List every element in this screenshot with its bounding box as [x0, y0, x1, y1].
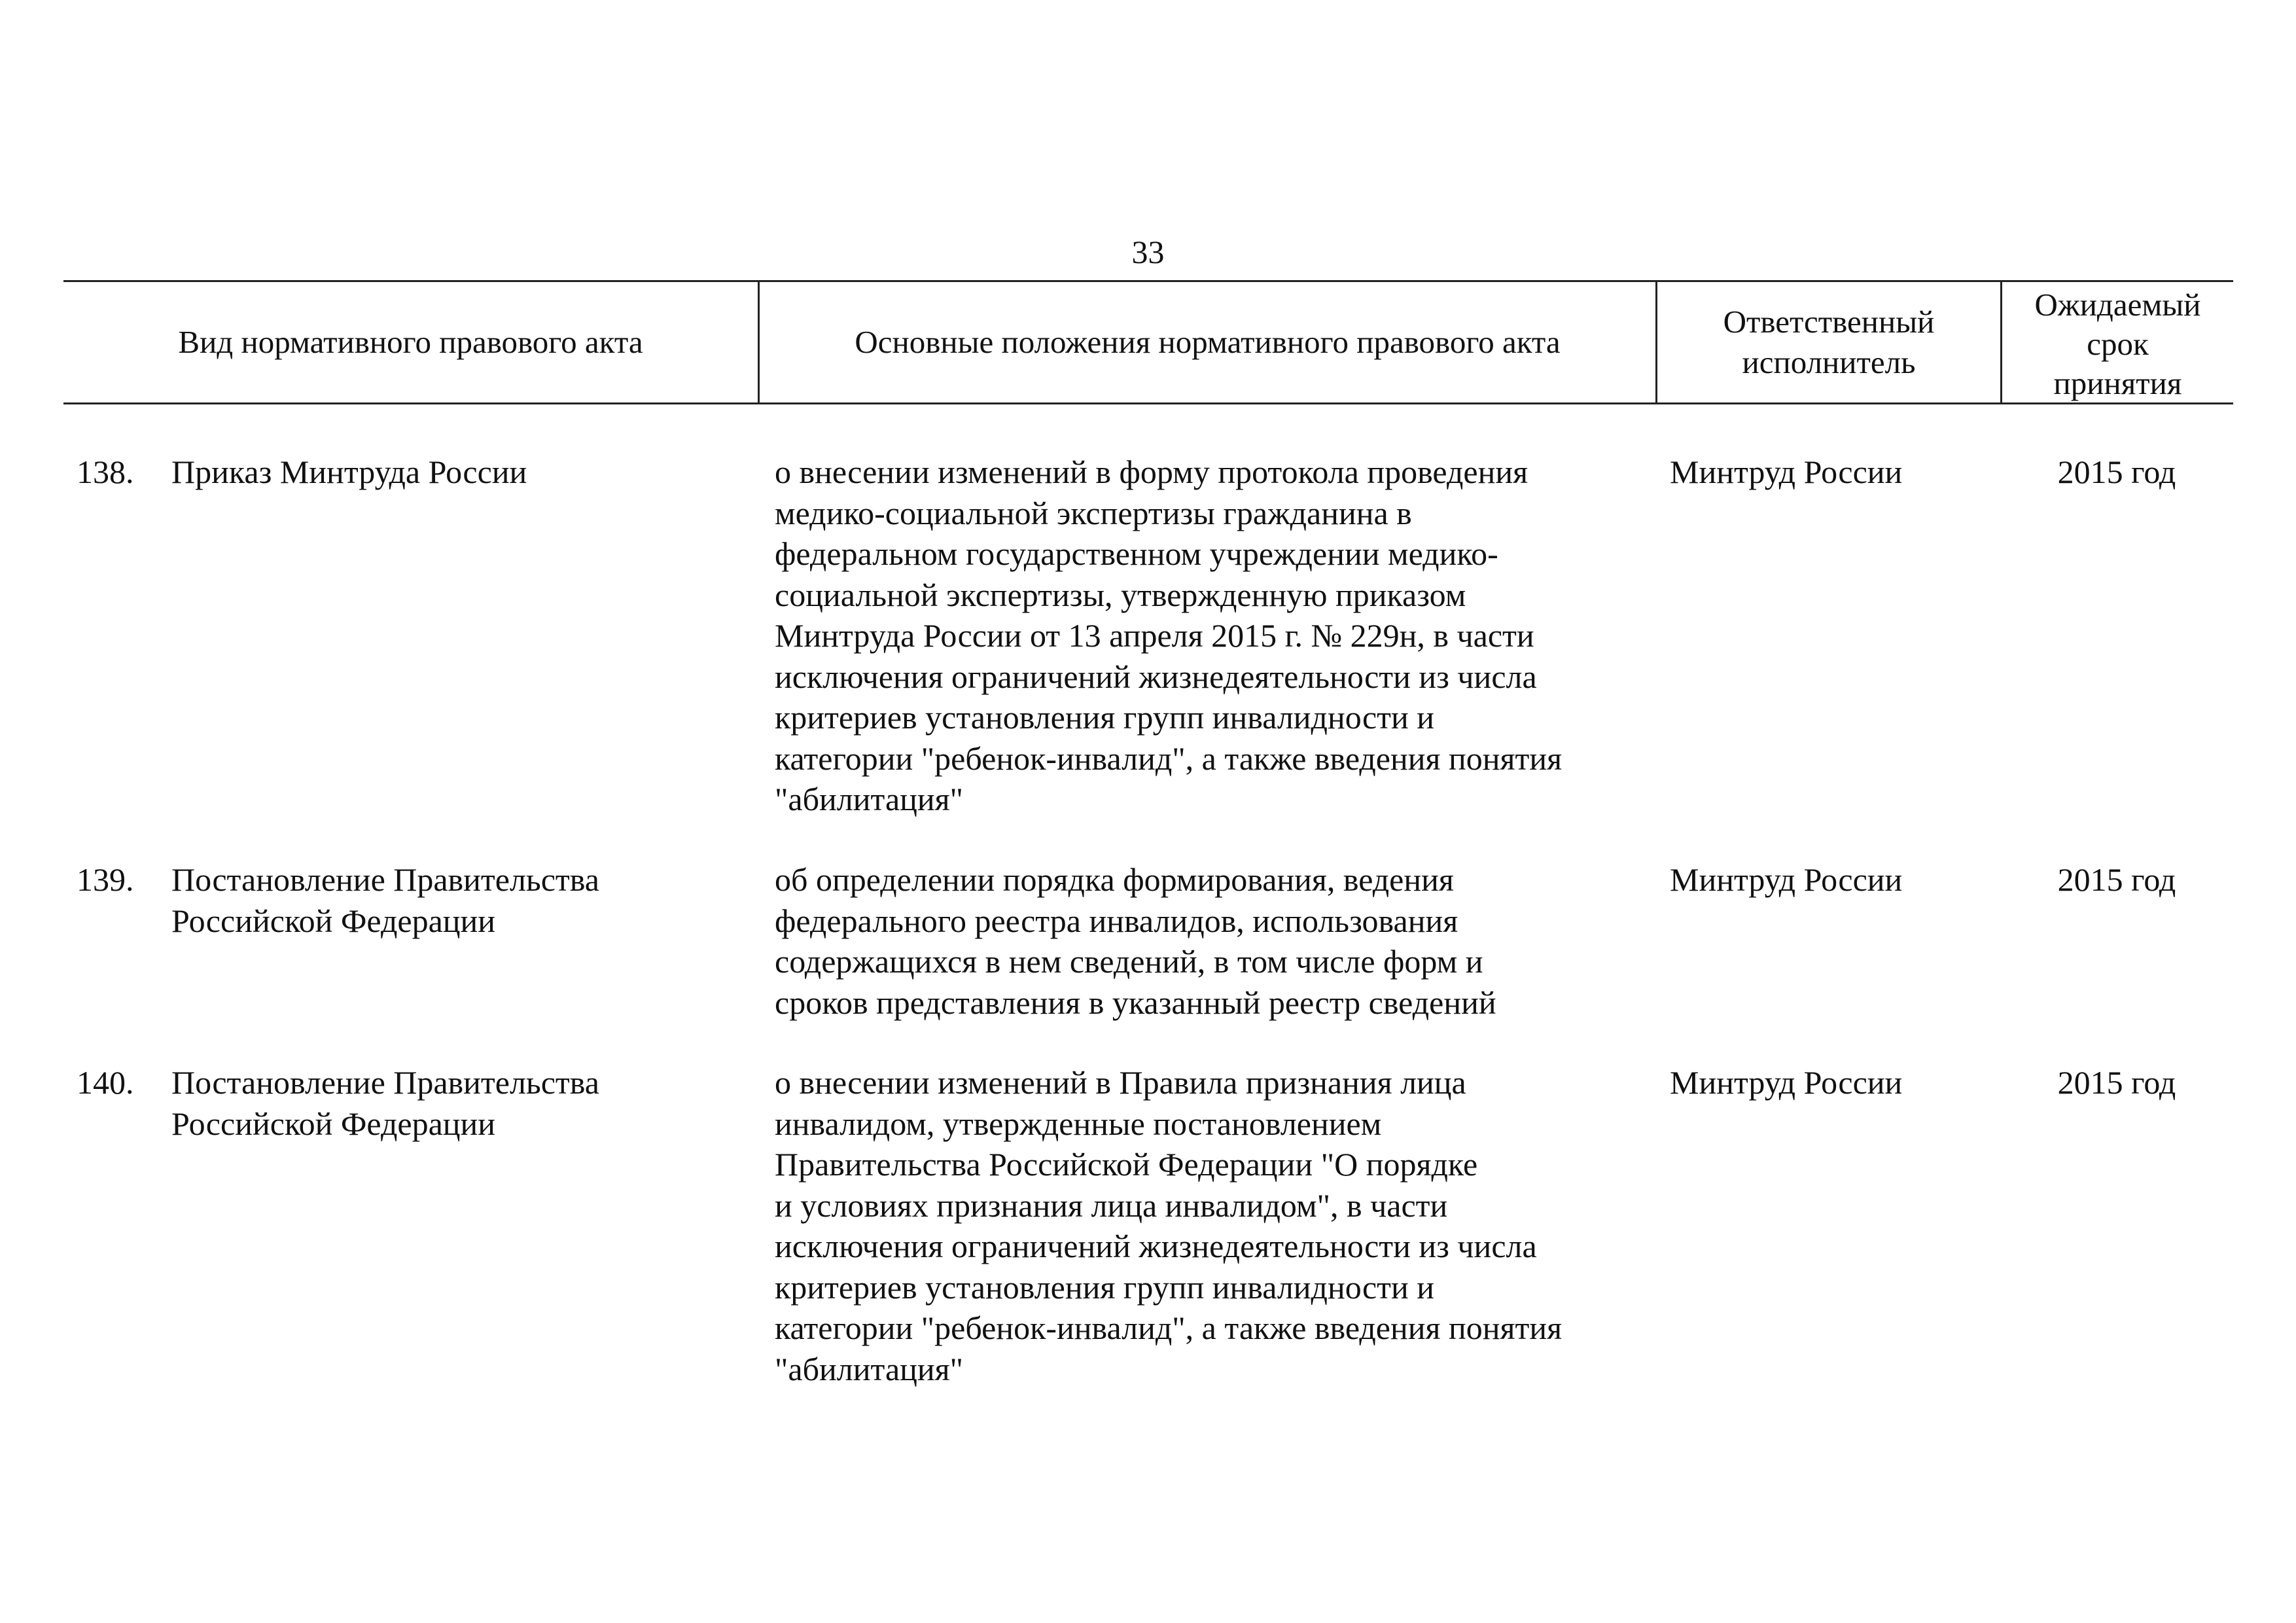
- expected-term: 2015 год: [2057, 1064, 2176, 1101]
- responsible-executor: Минтруд России: [1670, 1064, 1903, 1101]
- description-line: социальной экспертизы, утвержденную приказом: [775, 576, 1466, 613]
- expected-term: 2015 год: [2057, 861, 2176, 898]
- description-line: "абилитация": [775, 781, 964, 817]
- description-line: Минтруда России от 13 апреля 2015 г. № 229н, в части: [775, 617, 1534, 654]
- act-type-line: Российской Федерации: [171, 1105, 496, 1142]
- description-line: Правительства Российской Федерации "О порядке: [775, 1146, 1478, 1183]
- description-line: об определении порядка формирования, ведения: [775, 861, 1454, 898]
- header-term-line: Ожидаемый: [2034, 287, 2201, 323]
- description-line: о внесении изменений в Правила признания лица: [775, 1064, 1466, 1101]
- header-responsible-line: Ответственный: [1723, 304, 1935, 340]
- description-line: "абилитация": [775, 1350, 964, 1387]
- description-line: сроков представления в указанный реестр сведений: [775, 984, 1496, 1021]
- row-number: 139.: [77, 861, 134, 898]
- header-responsible: [1655, 282, 2000, 402]
- description-line: категории "ребенок-инвалид", а также введения понятия: [775, 740, 1563, 777]
- description-line: о внесении изменений в форму протокола проведения: [775, 454, 1528, 490]
- row-number: 138.: [77, 454, 134, 490]
- description-line: категории "ребенок-инвалид", а также введения понятия: [775, 1310, 1563, 1346]
- page-number: 33: [1131, 234, 1165, 270]
- act-type-line: Постановление Правительства: [171, 1064, 599, 1101]
- header-term-line: срок: [2087, 326, 2149, 362]
- description-line: исключения ограничений жизнедеятельности из числа: [775, 658, 1537, 695]
- responsible-executor: Минтруд России: [1670, 861, 1903, 898]
- act-type-line: Постановление Правительства: [171, 861, 599, 898]
- act-type-line: Приказ Минтруда России: [171, 454, 527, 490]
- expected-term: 2015 год: [2057, 454, 2176, 490]
- act-description: [775, 859, 1645, 1023]
- description-line: критериев установления групп инвалидности и: [775, 699, 1435, 736]
- header-main-provisions: Основные положения нормативного правового акта: [758, 282, 1655, 402]
- description-line: исключения ограничений жизнедеятельности из числа: [775, 1228, 1537, 1264]
- description-line: содержащихся в нем сведений, в том числе форм и: [775, 943, 1483, 980]
- responsible-executor: Минтруд России: [1670, 454, 1903, 490]
- header-responsible-line: исполнитель: [1742, 344, 1916, 380]
- act-type: [171, 1062, 760, 1144]
- act-type: [171, 452, 760, 493]
- description-line: и условиях признания лица инвалидом", в части: [775, 1186, 1448, 1224]
- act-description: [775, 1062, 1645, 1389]
- description-line: инвалидом, утвержденные постановлением: [775, 1105, 1382, 1142]
- description-line: критериев установления групп инвалидности и: [775, 1268, 1435, 1306]
- table-header: [63, 280, 2233, 404]
- header-term-line: принятия: [2053, 365, 2182, 401]
- act-description: [775, 452, 1645, 820]
- description-line: федерального реестра инвалидов, использования: [775, 902, 1458, 939]
- header-act-type: Вид нормативного правового акта: [178, 324, 643, 360]
- description-line: федеральном государственном учреждении медико-: [775, 535, 1498, 572]
- act-type-line: Российской Федерации: [171, 902, 496, 939]
- act-type: [171, 859, 760, 941]
- description-line: медико-социальной экспертизы гражданина в: [775, 494, 1412, 531]
- header-term: [2000, 282, 2233, 402]
- row-number: 140.: [77, 1064, 134, 1101]
